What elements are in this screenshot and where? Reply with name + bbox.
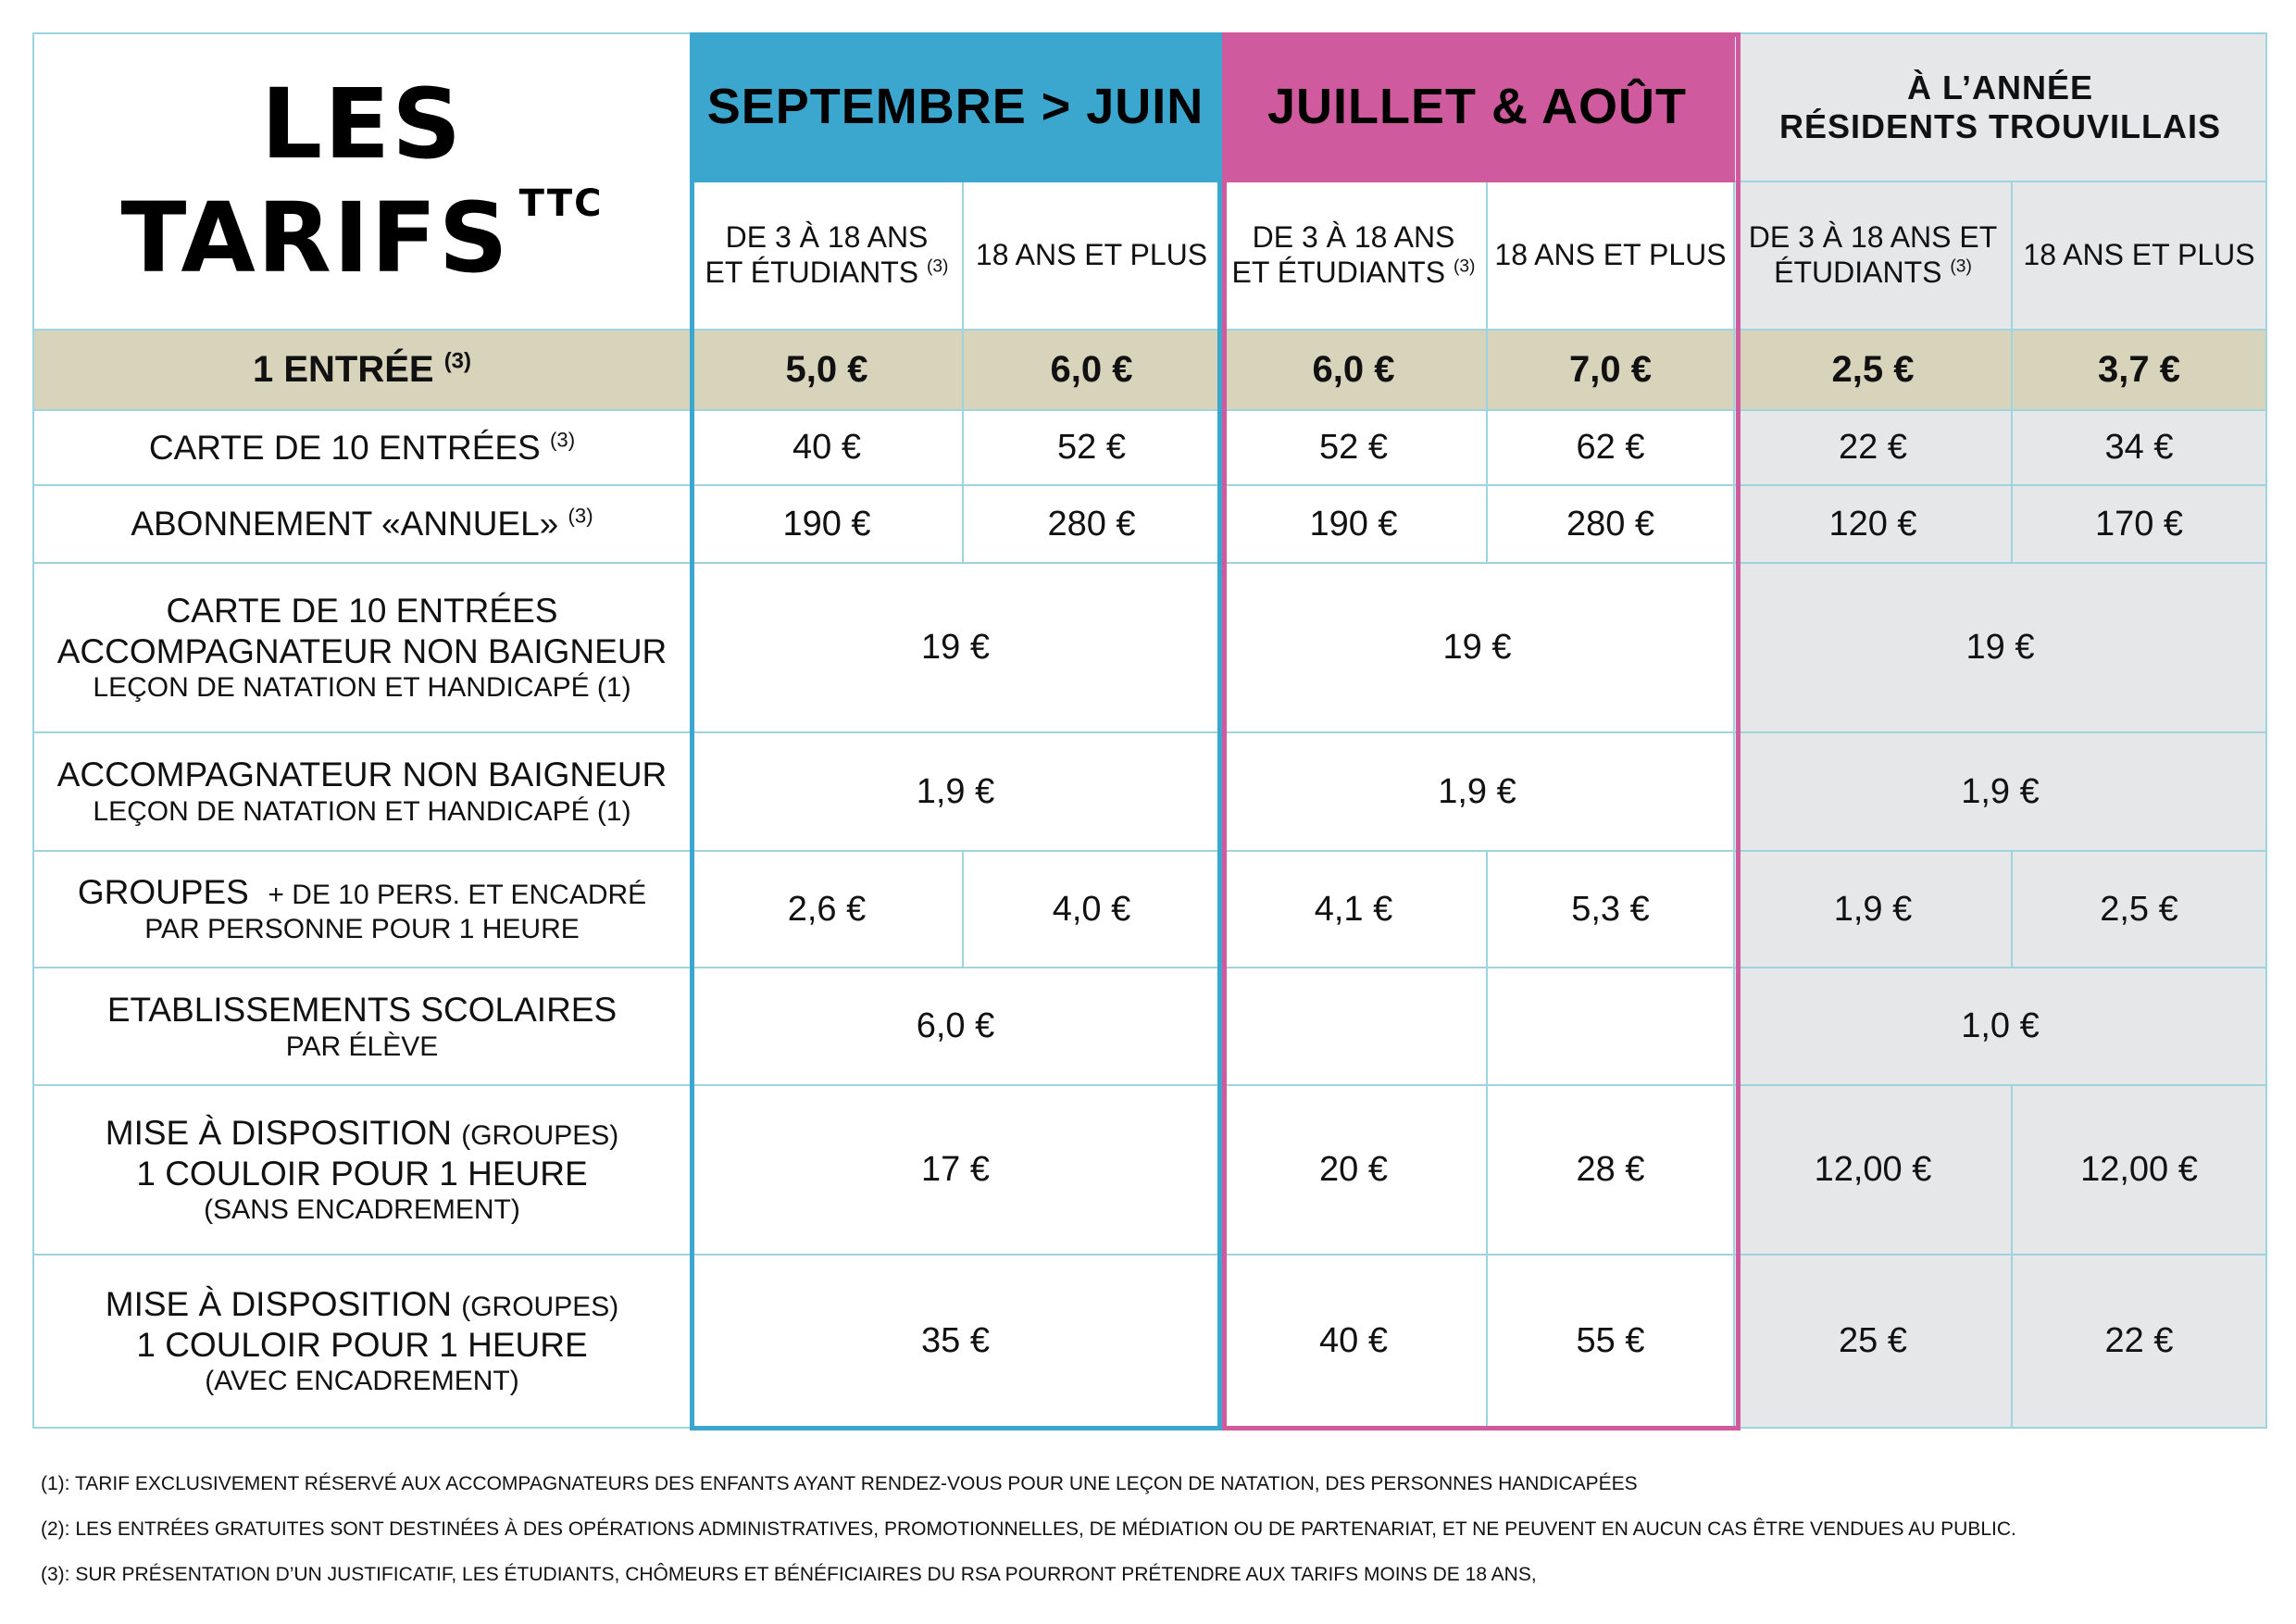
price-cell: 6,0 € <box>1221 331 1488 411</box>
price-cell: 22 € <box>1735 411 2013 486</box>
price-cell: 19 € <box>692 564 1221 733</box>
footnote-2: (2): LES ENTRÉES GRATUITES SONT DESTINÉES À DES OPÉRATIONS ADMINISTRATIVES, PROMOTIONNELLES, DE MÉDIATION OU DE PARTENARIAT, ET NE PEUVENT EN AUCUN CAS ÊTRE VENDUES AU PUBLIC. <box>41 1518 2016 1540</box>
price-cell: 4,1 € <box>1221 852 1488 968</box>
price-cell: 120 € <box>1735 486 2013 564</box>
subhead-youth-res: DE 3 À 18 ANS ET ÉTUDIANTS $^{(3)}$ <box>1735 182 2013 331</box>
price-cell: 6,0 € <box>964 331 1221 411</box>
price-cell: 5,0 € <box>692 331 964 411</box>
footnotes <box>41 1474 2016 1610</box>
price-cell: 55 € <box>1488 1255 1735 1429</box>
price-cell: 40 € <box>692 411 964 486</box>
price-cell: 5,3 € <box>1488 852 1735 968</box>
subhead-adult-ete: 18 ANS ET PLUS <box>1488 182 1735 331</box>
subhead-youth-sept: DE 3 À 18 ANS ET ÉTUDIANTS $^{(3)}$ <box>692 182 964 331</box>
price-cell: 34 € <box>2013 411 2267 486</box>
price-cell: 52 € <box>1221 411 1488 486</box>
price-cell: 190 € <box>692 486 964 564</box>
price-cell: 1,9 € <box>1221 733 1735 852</box>
footnote-3: (3): SUR PRÉSENTATION D’UN JUSTIFICATIF, LES ÉTUDIANTS, CHÔMEURS ET BÉNÉFICIAIRES DU RSA POURRONT PRÉTENDRE AUX TARIFS MOINS DE 18 ANS, <box>41 1564 1537 1585</box>
footnote-1: (1): TARIF EXCLUSIVEMENT RÉSERVÉ AUX ACCOMPAGNATEURS DES ENFANTS AYANT RENDEZ-VOUS POUR UNE LEÇON DE NATATION, DES PERSONNES HANDICAPÉES <box>41 1473 1638 1494</box>
period-header-sept-juin: SEPTEMBRE > JUIN <box>692 34 1221 182</box>
price-cell: 2,5 € <box>1735 331 2013 411</box>
row-label-carte10: CARTE DE 10 ENTRÉES $^{(3)}$ <box>34 411 692 486</box>
title-text: LES TARIFS <box>120 68 510 294</box>
price-cell: 25 € <box>1735 1255 2013 1429</box>
row-label-accompagnateur: ACCOMPAGNATEUR NON BAIGNEUR LEÇON DE NATATION ET HANDICAPÉ (1) <box>34 733 692 852</box>
price-cell: 1,9 € <box>1735 852 2013 968</box>
row-label-carte-accompagnateur: CARTE DE 10 ENTRÉES ACCOMPAGNATEUR NON BAIGNEUR LEÇON DE NATATION ET HANDICAPÉ (1) <box>34 564 692 733</box>
price-cell: 22 € <box>2013 1255 2267 1429</box>
row-label-entree: 1 ENTRÉE $^{(3)}$ <box>34 331 692 411</box>
price-cell: 280 € <box>1488 486 1735 564</box>
page-title <box>34 34 692 331</box>
subhead-adult-sept: 18 ANS ET PLUS <box>964 182 1221 331</box>
row-label-groupes: GROUPES + DE 10 PERS. ET ENCADRÉ PAR PERSONNE POUR 1 HEURE <box>34 852 692 968</box>
price-cell: 19 € <box>1221 564 1735 733</box>
period-header-residents: À L’ANNÉE RÉSIDENTS TROUVILLAIS <box>1735 34 2267 182</box>
subhead-adult-res: 18 ANS ET PLUS <box>2013 182 2267 331</box>
price-cell: 28 € <box>1488 1086 1735 1255</box>
row-label-mad-sans: MISE À DISPOSITION (GROUPES) 1 COULOIR POUR 1 HEURE (SANS ENCADREMENT) <box>34 1086 692 1255</box>
title-ttc: TTC <box>518 182 604 225</box>
price-cell: 4,0 € <box>964 852 1221 968</box>
subhead-youth-ete: DE 3 À 18 ANS ET ÉTUDIANTS $^{(3)}$ <box>1221 182 1488 331</box>
price-cell: 17 € <box>692 1086 1221 1255</box>
empty-cell <box>1488 968 1735 1086</box>
row-label-mad-avec: MISE À DISPOSITION (GROUPES) 1 COULOIR POUR 1 HEURE (AVEC ENCADREMENT) <box>34 1255 692 1429</box>
price-cell: 35 € <box>692 1255 1221 1429</box>
price-cell: 40 € <box>1221 1255 1488 1429</box>
price-cell: 19 € <box>1735 564 2267 733</box>
row-label-abonnement: ABONNEMENT «ANNUEL» $^{(3)}$ <box>34 486 692 564</box>
price-cell: 2,6 € <box>692 852 964 968</box>
price-cell: 62 € <box>1488 411 1735 486</box>
price-cell: 3,7 € <box>2013 331 2267 411</box>
price-cell: 1,9 € <box>692 733 1221 852</box>
tarifs-table <box>32 32 2267 1429</box>
price-cell: 52 € <box>964 411 1221 486</box>
price-cell: 170 € <box>2013 486 2267 564</box>
row-label-scolaires: ETABLISSEMENTS SCOLAIRES PAR ÉLÈVE <box>34 968 692 1086</box>
empty-cell <box>1221 968 1488 1086</box>
price-cell: 20 € <box>1221 1086 1488 1255</box>
price-cell: 190 € <box>1221 486 1488 564</box>
price-cell: 12,00 € <box>2013 1086 2267 1255</box>
price-cell: 1,0 € <box>1735 968 2267 1086</box>
price-cell: 280 € <box>964 486 1221 564</box>
period-header-juillet-aout: JUILLET & AOÛT <box>1221 34 1735 182</box>
price-cell: 12,00 € <box>1735 1086 2013 1255</box>
price-cell: 7,0 € <box>1488 331 1735 411</box>
price-cell: 2,5 € <box>2013 852 2267 968</box>
price-cell: 1,9 € <box>1735 733 2267 852</box>
price-cell: 6,0 € <box>692 968 1221 1086</box>
